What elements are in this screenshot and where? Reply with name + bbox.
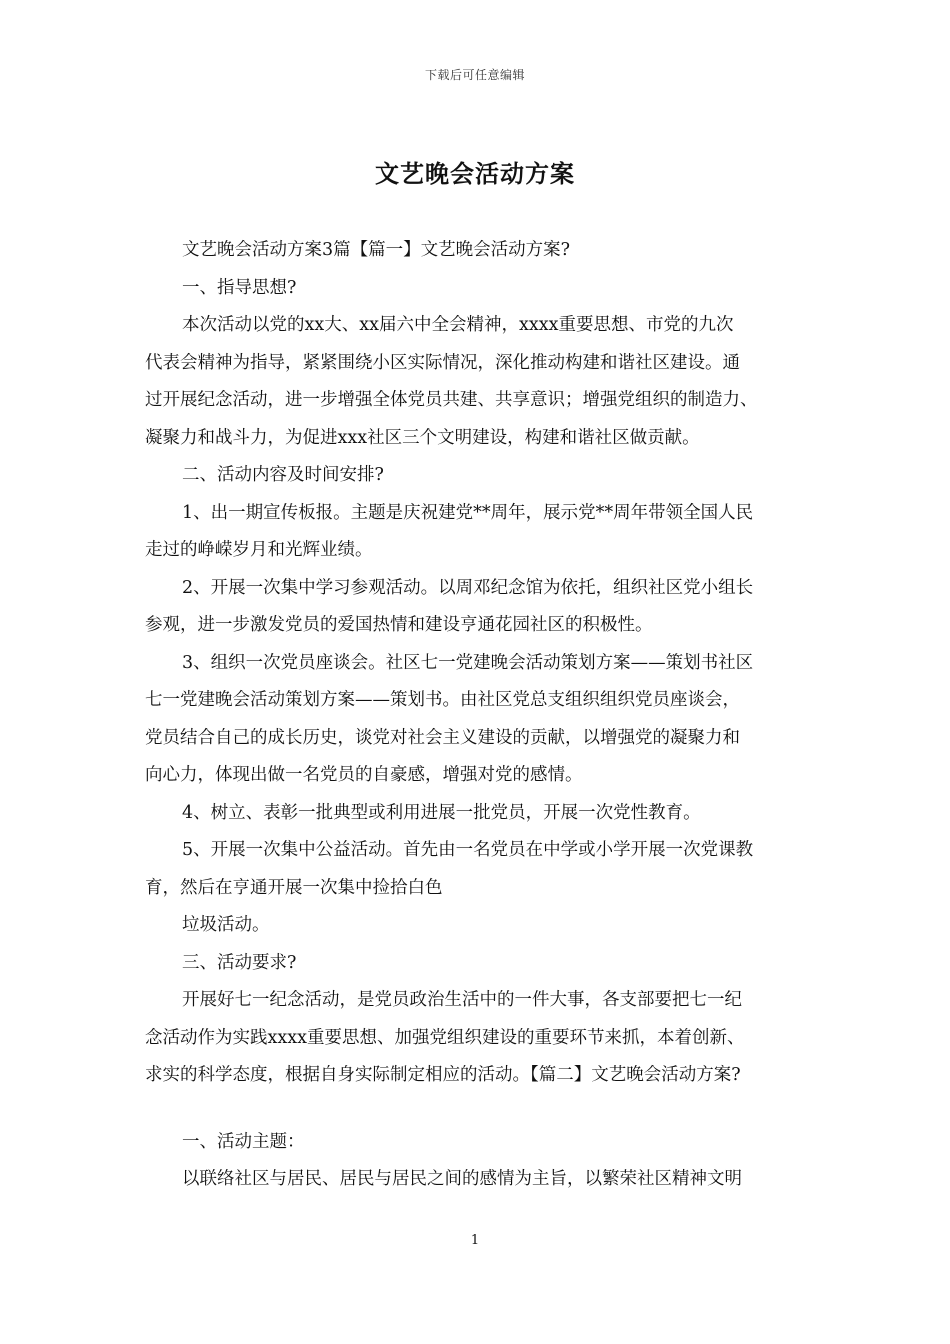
- text-line: 二、活动内容及时间安排?: [182, 465, 384, 485]
- text-line: 走过的峥嵘岁月和光辉业绩。: [145, 540, 373, 560]
- document-title: 文艺晚会活动方案: [375, 159, 575, 188]
- text-line: 垃圾活动。: [182, 915, 270, 935]
- paragraph-block: [145, 232, 825, 1095]
- text-line: 开展好七一纪念活动，是党员政治生活中的一件大事，各支部要把七一纪: [182, 990, 742, 1010]
- text-line: 念活动作为实践xxxx重要思想、加强党组织建设的重要环节来抓，本着创新、: [145, 1027, 745, 1048]
- page-header: 下载后可任意编辑: [424, 68, 525, 82]
- paragraph-gap: [145, 1095, 825, 1124]
- text-line: 以联络社区与居民、居民与居民之间的感情为主旨，以繁荣社区精神文明: [182, 1169, 742, 1189]
- text-line: 参观，进一步激发党员的爱国热情和建设亨通花园社区的积极性。: [145, 615, 653, 635]
- text-line: 求实的科学态度，根据自身实际制定相应的活动。【篇二】文艺晚会活动方案?: [145, 1065, 741, 1085]
- text-line: 5、开展一次集中公益活动。首先由一名党员在中学或小学开展一次党课教: [182, 840, 754, 860]
- text-line: 本次活动以党的xx大、xx届六中全会精神，xxxx重要思想、市党的九次: [182, 315, 734, 335]
- text-line: 三、活动要求?: [182, 952, 297, 973]
- text-line: 代表会精神为指导，紧紧围绕小区实际情况，深化推动构建和谐社区建设。通: [145, 352, 740, 373]
- document-body: [145, 232, 825, 1199]
- text-line: 1、出一期宣传板报。主题是庆祝建党**周年，展示党**周年带领全国人民: [182, 502, 754, 523]
- text-line: 党员结合自己的成长历史，谈党对社会主义建设的贡献，以增强党的凝聚力和: [145, 727, 740, 748]
- text-line: 2、开展一次集中学习参观活动。以周邓纪念馆为依托，组织社区党小组长: [182, 577, 754, 598]
- text-line: 文艺晚会活动方案3篇【篇一】文艺晚会活动方案?: [182, 240, 571, 260]
- text-line: 4、树立、表彰一批典型或利用进展一批党员，开展一次党性教育。: [182, 802, 701, 823]
- page-number: 1: [470, 1233, 480, 1248]
- text-line: 向心力，体现出做一名党员的自豪感，增强对党的感情。: [145, 765, 583, 785]
- text-line: 过开展纪念活动，进一步增强全体党员共建、共享意识；增强党组织的制造力、: [145, 390, 758, 410]
- text-line: 凝聚力和战斗力，为促进xxx社区三个文明建设，构建和谐社区做贡献。: [145, 427, 700, 448]
- text-line: 一、活动主题：: [182, 1131, 305, 1152]
- text-line: 育，然后在亨通开展一次集中捡拾白色: [145, 877, 443, 898]
- text-line: 一、指导思想?: [182, 277, 297, 298]
- paragraph-block: [145, 1124, 825, 1199]
- text-line: 3、组织一次党员座谈会。社区七一党建晚会活动策划方案——策划书社区: [182, 652, 754, 673]
- text-line: 七一党建晚会活动策划方案——策划书。由社区党总支组织组织党员座谈会，: [145, 690, 740, 710]
